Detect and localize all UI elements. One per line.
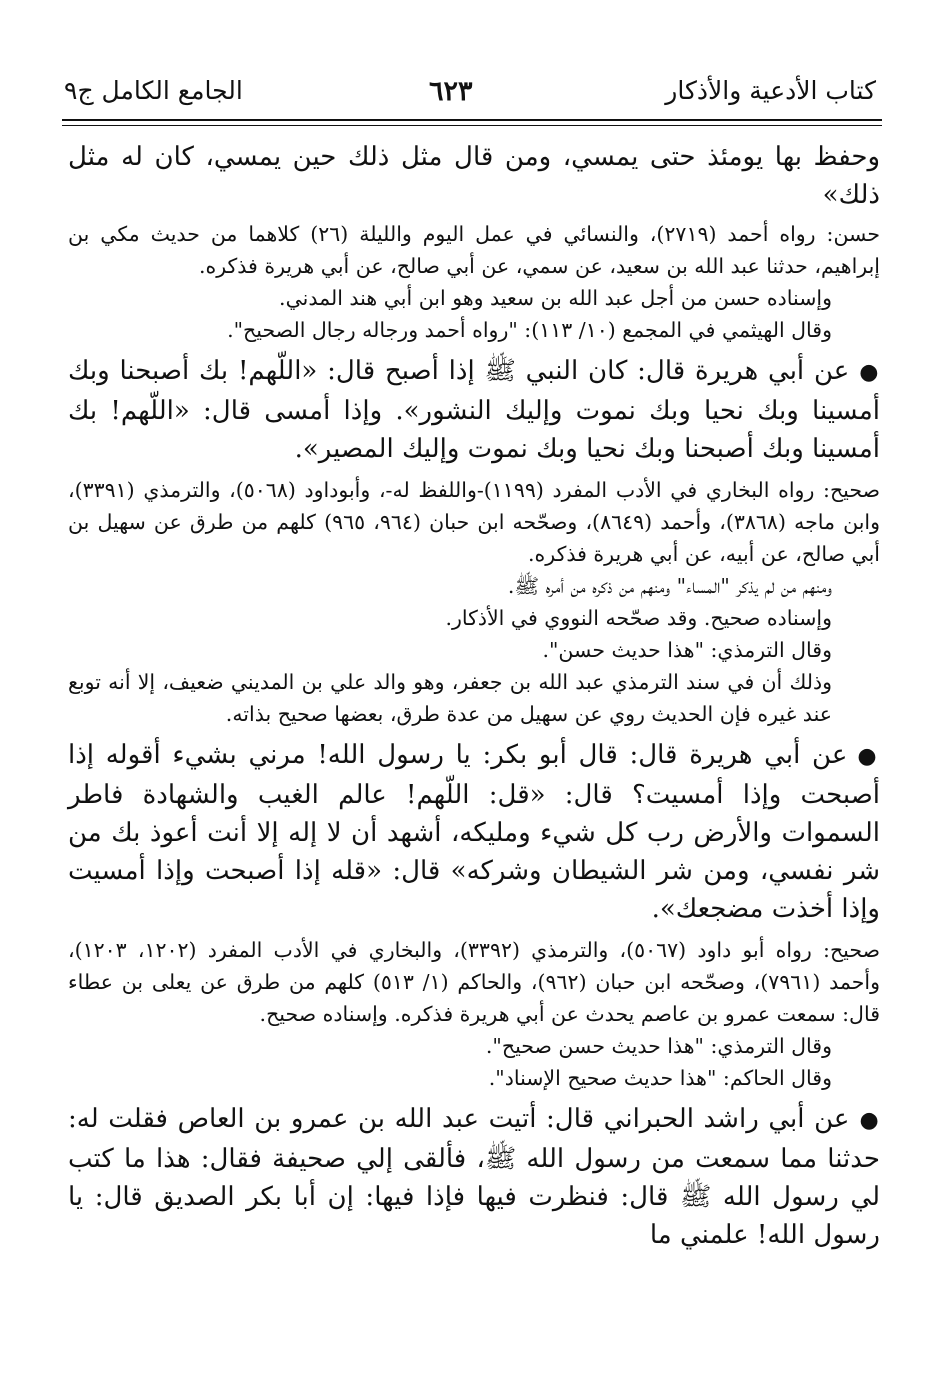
takhrij-note: حسن: رواه أحمد (٢٧١٩)، والنسائي في عمل اليوم والليلة (٢٦) كلاهما من حديث مكي بن إبراهيم، حدثنا عبد الله بن سعيد، عن سمي، عن أبي صالح، عن أبي هريرة فذكره. [68, 222, 881, 278]
hadith-body: عن أبي هريرة قال: قال أبو بكر: يا رسول الله! مرني بشيء أقوله إذا أصبحت وإذا أمسيت؟ قال: «قل: اللّهم! عالم الغيب والشهادة فاطر السموات والأرض رب كل شيء ومليكه، أشهد أن لا إله إلا أنت أعوذ بك من شر نفسي، ومن شر الشيطان وشركه» قال: «قله إذا أصبحت وإذا أمسيت وإذا أخذت مضجعك». [68, 740, 880, 924]
volume-label: الجامع الكامل ج٩ [64, 76, 243, 105]
tirmidhi-note: وقال الترمذي: "هذا حديث حسن". [542, 638, 832, 662]
bullet-icon: ● [859, 1108, 880, 1133]
header-rule-thin [62, 125, 882, 126]
tirmidhi-note: وقال الترمذي: "هذا حديث حسن صحيح". [485, 1034, 832, 1058]
hadith-text [68, 352, 880, 468]
explanation-note: وذلك أن في سند الترمذي عبد الله بن جعفر، وهو والد علي بن المديني ضعيف، إلا أنه توبع عند غيره فإن الحديث روي عن سهيل من عدة طرق، بعضها صحيح بذاته. [68, 670, 832, 726]
bullet-icon: ● [857, 744, 880, 769]
hadith-body: عن أبي هريرة قال: كان النبي ﷺ إذا أصبح قال: «اللّهم! بك أصبحنا وبك أمسينا وبك نحيا وبك نموت وإليك النشور». وإذا أمسى قال: «اللّهم! بك أمسينا وبك أصبحنا وبك نحيا وبك نموت وإليك المصير». [68, 356, 880, 464]
hadith-text [68, 736, 880, 928]
hadith-text [68, 1100, 880, 1254]
variant-note: ومنهم من لم يذكر "المساء" ومنهم من ذكره من أمره ﷺ. [507, 574, 832, 598]
hadith-body: عن أبي راشد الحبراني قال: أتيت عبد الله بن عمرو بن العاص فقلت له: حدثنا مما سمعت من رسول الله ﷺ، فألقى إلي صحيفة فقال: هذا ما كتب لي رسول الله ﷺ قال: فنظرت فيها فإذا فيها: إن أبا بكر الصديق قال: يا رسول الله! علمني ما [68, 1104, 880, 1250]
bullet-icon: ● [859, 360, 880, 385]
isnad-note: وإسناده صحيح. وقد صحّحه النووي في الأذكار. [445, 606, 832, 630]
header-rule-thick [62, 119, 882, 121]
haythami-note: وقال الهيثمي في المجمع (١٠/ ١١٣): "رواه أحمد ورجاله رجال الصحيح". [227, 318, 832, 342]
hadith-text-continued: وحفظ بها يومئذ حتى يمسي، ومن قال مثل ذلك حين يمسي، كان له مثل ذلك» [68, 142, 880, 210]
takhrij-note: صحيح: رواه أبو داود (٥٠٦٧)، والترمذي (٣٣٩٢)، والبخاري في الأدب المفرد (١٢٠٢، ١٢٠٣)، وأحمد (٧٩٦١)، وصحّحه ابن حبان (٩٦٢)، والحاكم (١/ ٥١٣) كلهم من طرق عن يعلى بن عطاء قال: سمعت عمرو بن عاصم يحدث عن أبي هريرة فذكره. وإسناده صحيح. [68, 938, 880, 1026]
page-header [0, 0, 942, 132]
isnad-note: وإسناده حسن من أجل عبد الله بن سعيد وهو ابن أبي هند المدني. [279, 286, 832, 310]
takhrij-note: صحيح: رواه البخاري في الأدب المفرد (١١٩٩)-واللفظ له-، وأبوداود (٥٠٦٨)، والترمذي (٣٣٩١)، وابن ماجه (٣٨٦٨)، وأحمد (٨٦٤٩)، وصحّحه ابن حبان (٩٦٤، ٩٦٥) كلهم من طرق عن سهيل بن أبي صالح، عن أبيه، عن أبي هريرة فذكره. [68, 478, 881, 566]
page-body [68, 138, 880, 1254]
hakim-note: وقال الحاكم: "هذا حديث صحيح الإسناد". [488, 1066, 832, 1090]
book-title: كتاب الأدعية والأذكار [665, 76, 876, 105]
page-number: ٦٢٣ [429, 76, 473, 107]
